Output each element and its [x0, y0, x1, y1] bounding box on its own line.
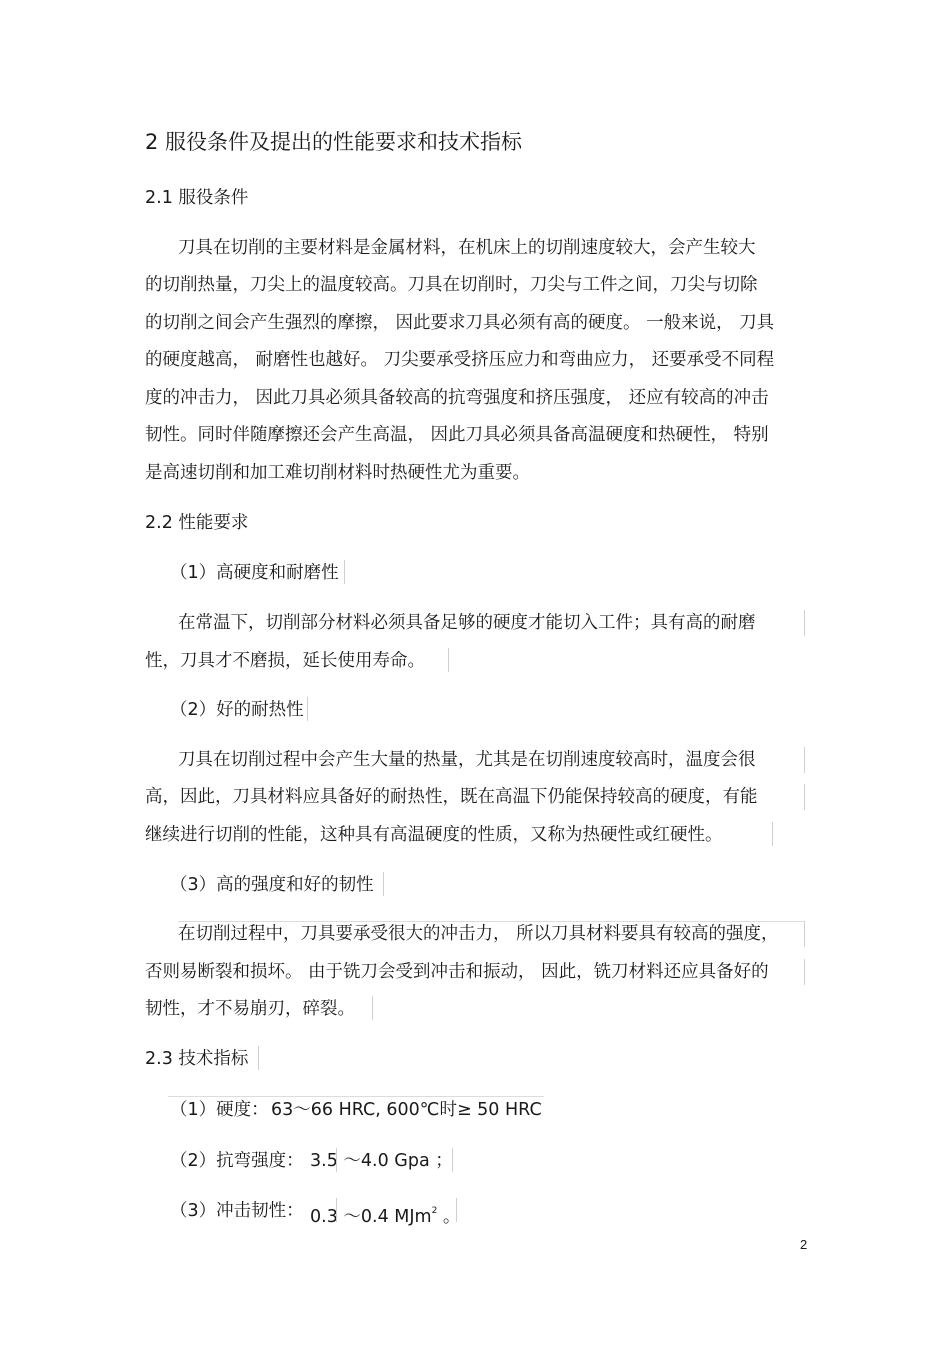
rule	[168, 1096, 544, 1097]
divider	[804, 747, 805, 773]
paragraph-line: 刀具在切削过程中会产生大量的热量，尤其是在切削速度较高时，温度会很	[178, 750, 756, 770]
spec-label: （2）抗弯强度：	[170, 1151, 304, 1171]
divider	[448, 648, 449, 672]
paragraph-line: 是高速切削和加工难切削材料时热硬性尤为重要。	[145, 463, 530, 483]
divider	[344, 560, 345, 584]
spec-value	[310, 1200, 460, 1228]
item-label: （3）高的强度和好的韧性	[170, 875, 374, 895]
divider	[804, 921, 805, 947]
item-label: （1）高硬度和耐磨性	[170, 563, 339, 583]
paragraph-line: 性，刀具才不磨损，延长使用寿命。	[145, 651, 425, 671]
divider	[336, 1198, 337, 1222]
paragraph-line: 韧性，才不易崩刃，碎裂。	[145, 999, 355, 1019]
divider	[804, 610, 805, 636]
paragraph-line: 度的冲击力， 因此刀具必须具备较高的抗弯强度和挤压强度， 还应有较高的冲击	[145, 388, 769, 408]
superscript: 2	[431, 1206, 438, 1216]
paragraph-line: 在常温下，切削部分材料必须具备足够的硬度才能切入工件；具有高的耐磨	[178, 613, 756, 633]
spec-value: 63～66 HRC, 600℃时≥ 50 HRC	[271, 1100, 542, 1120]
divider	[307, 697, 308, 721]
subsection-heading-2-2: 2.2 性能要求	[145, 513, 249, 533]
divider	[452, 1148, 453, 1172]
paragraph-line: 在切削过程中，刀具要承受很大的冲击力， 所以刀具材料要具有较高的强度，	[178, 924, 779, 944]
rule	[178, 921, 804, 922]
paragraph-line: 的切削热量，刀尖上的温度较高。刀具在切削时，刀尖与工件之间，刀尖与切除	[145, 275, 758, 295]
subsection-heading-2-3: 2.3 技术指标	[145, 1049, 249, 1069]
divider	[804, 784, 805, 810]
divider	[456, 1198, 457, 1222]
paragraph-line: 的切削之间会产生强烈的摩擦， 因此要求刀具必须有高的硬度。 一般来说， 刀具	[145, 313, 775, 333]
paragraph-line: 的硬度越高， 耐磨性也越好。 刀尖要承受挤压应力和弯曲应力， 还要承受不同程	[145, 350, 775, 370]
divider	[772, 822, 773, 846]
page-number: 2	[800, 1237, 808, 1252]
divider	[258, 1046, 259, 1070]
paragraph-line: 韧性。同时伴随摩擦还会产生高温， 因此刀具必须具备高温硬度和热硬性， 特别	[145, 425, 769, 445]
subsection-heading-2-1: 2.1 服役条件	[145, 188, 249, 208]
paragraph-line: 继续进行切削的性能，这种具有高温硬度的性质，又称为热硬性或红硬性。	[145, 825, 723, 845]
divider	[804, 959, 805, 985]
paragraph-line: 刀具在切削的主要材料是金属材料，在机床上的切削速度较大，会产生较大	[178, 238, 756, 258]
spec-label: （3）冲击韧性：	[170, 1201, 304, 1221]
spec-value-text: 0.3 ～0.4 MJm	[310, 1207, 432, 1227]
spec-tail: 。	[437, 1207, 461, 1227]
section-title: 2 服役条件及提出的性能要求和技术指标	[145, 130, 523, 154]
divider	[336, 1148, 337, 1172]
spec-value: 3.5 ～4.0 Gpa ；	[310, 1151, 453, 1171]
paragraph-line: 否则易断裂和损坏。 由于铣刀会受到冲击和振动， 因此，铣刀材料还应具备好的	[145, 962, 769, 982]
paragraph-line: 高，因此，刀具材料应具备好的耐热性，既在高温下仍能保持较高的硬度，有能	[145, 787, 758, 807]
item-label: （2）好的耐热性	[170, 700, 304, 720]
spec-label: （1）硬度：	[170, 1100, 269, 1120]
divider	[372, 996, 373, 1020]
divider	[383, 872, 384, 896]
